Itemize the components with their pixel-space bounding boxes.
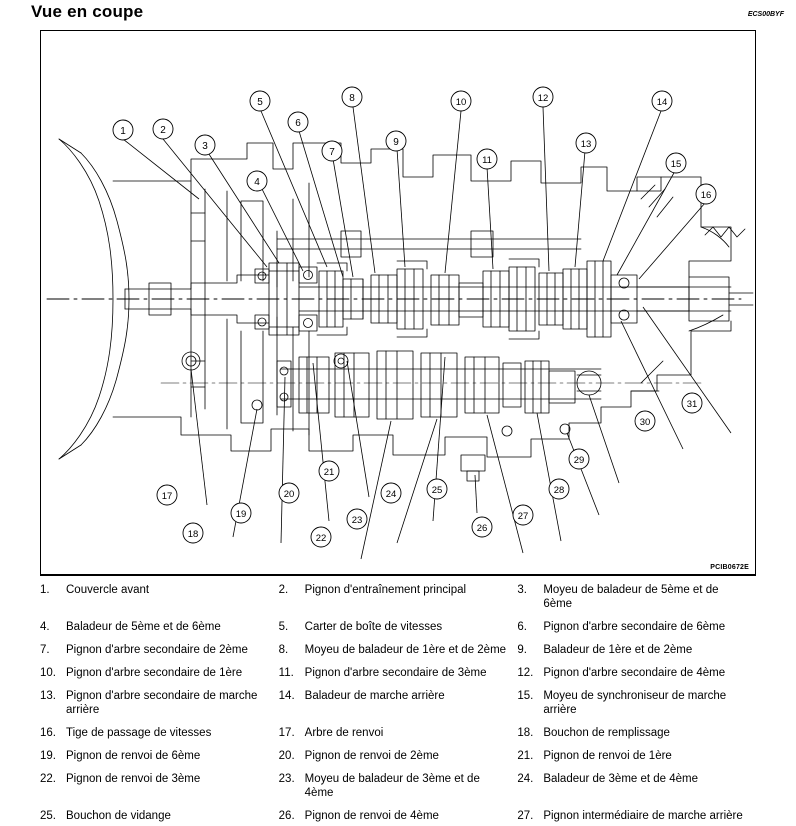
document-code: ECS00BYF [747, 11, 784, 18]
callout-6 [288, 112, 308, 132]
legend-item-21 [517, 749, 756, 763]
legend-label: Baladeur de 1ère et de 2ème [543, 644, 693, 656]
svg-text:14: 14 [656, 97, 668, 108]
callout-9 [386, 131, 406, 151]
callout-19 [231, 503, 251, 523]
svg-text:2: 2 [160, 125, 166, 136]
svg-text:10: 10 [455, 97, 467, 108]
legend-number: 8. [278, 644, 289, 656]
legend-item-12 [517, 666, 756, 680]
callout-14 [652, 91, 672, 111]
legend-label: Couvercle avant [66, 584, 150, 596]
legend-item-7 [40, 643, 279, 657]
legend-number: 22. [40, 773, 56, 785]
cutaway-diagram-figure [40, 30, 756, 575]
legend-item-24 [517, 772, 756, 800]
svg-text:20: 20 [283, 489, 295, 500]
callout-31 [682, 393, 702, 413]
callout-11 [477, 149, 497, 169]
svg-text:19: 19 [235, 509, 247, 520]
legend-number: 16. [40, 727, 56, 739]
transmission-cutaway-drawing [41, 31, 755, 574]
legend-label: Baladeur de 5ème et de 6ème [66, 621, 221, 633]
legend-label: Moyeu de synchroniseur de marche arrière [543, 690, 727, 716]
svg-text:23: 23 [351, 515, 363, 526]
svg-text:21: 21 [323, 467, 335, 478]
svg-text:17: 17 [161, 491, 173, 502]
callout-13 [576, 133, 596, 153]
legend-number: 25. [40, 810, 56, 822]
svg-text:22: 22 [315, 533, 327, 544]
svg-text:1: 1 [120, 126, 126, 137]
legend-number: 15. [517, 690, 534, 702]
legend-number: 20. [278, 750, 295, 762]
legend-item-1 [40, 583, 279, 611]
legend-label: Carter de boîte de vitesses [304, 621, 443, 633]
callout-1 [113, 120, 133, 140]
legend-row [40, 583, 756, 611]
callout-21 [319, 461, 339, 481]
svg-text:8: 8 [349, 93, 355, 104]
legend-item-5 [279, 620, 518, 634]
legend-item-4 [40, 620, 279, 634]
legend-label: Bouchon de vidange [66, 810, 171, 822]
svg-text:30: 30 [639, 417, 651, 428]
callout-16 [696, 184, 716, 204]
legend-label: Moyeu de baladeur de 3ème et de 4ème [304, 773, 480, 799]
legend-list [40, 583, 756, 826]
legend-item-9 [517, 643, 756, 657]
legend-number: 10. [40, 667, 56, 679]
legend-number: 18. [517, 727, 534, 739]
legend-item-13 [40, 689, 279, 717]
legend-number: 14. [278, 690, 295, 702]
legend-label: Bouchon de remplissage [543, 727, 670, 739]
legend-number: 17. [278, 727, 295, 739]
legend-number: 21. [517, 750, 534, 762]
legend-item-23 [279, 772, 518, 800]
legend-divider [40, 575, 756, 576]
legend-label: Baladeur de marche arrière [304, 690, 445, 702]
legend-item-19 [40, 749, 279, 763]
legend-number: 23. [278, 773, 295, 785]
legend-label: Pignon d'arbre secondaire de 3ème [304, 667, 487, 679]
legend-row [40, 620, 756, 634]
legend-label: Pignon de renvoi de 6ème [66, 750, 201, 762]
legend-item-18 [517, 726, 756, 740]
svg-text:24: 24 [385, 489, 397, 500]
legend-row [40, 749, 756, 763]
callout-12 [533, 87, 553, 107]
legend-row [40, 726, 756, 740]
callout-29 [569, 449, 589, 469]
page-header [0, 0, 796, 30]
callout-23 [347, 509, 367, 529]
svg-text:26: 26 [476, 523, 488, 534]
legend-label: Pignon d'arbre secondaire de 2ème [66, 644, 248, 656]
legend-label: Pignon de renvoi de 1ère [543, 750, 672, 762]
legend-label: Pignon d'arbre secondaire de 4ème [543, 667, 726, 679]
legend-item-27 [517, 809, 756, 823]
legend-item-10 [40, 666, 279, 680]
legend-row [40, 643, 756, 657]
legend-row [40, 689, 756, 717]
legend-item-22 [40, 772, 279, 800]
svg-text:15: 15 [670, 159, 682, 170]
svg-text:13: 13 [580, 139, 592, 150]
legend-item-26 [279, 809, 518, 823]
legend-item-8 [279, 643, 518, 657]
legend-number: 24. [517, 773, 534, 785]
callout-28 [549, 479, 569, 499]
page-title: Vue en coupe [31, 2, 144, 21]
callout-22 [311, 527, 331, 547]
legend-label: Pignon d'arbre secondaire de 1ère [66, 667, 243, 679]
legend-number: 1. [40, 584, 50, 596]
legend-number: 5. [278, 621, 289, 633]
legend-row [40, 809, 756, 823]
svg-text:3: 3 [202, 141, 208, 152]
svg-text:31: 31 [686, 399, 698, 410]
legend-item-11 [279, 666, 518, 680]
legend-item-3 [517, 583, 756, 611]
legend-number: 26. [278, 810, 295, 822]
svg-text:6: 6 [295, 118, 301, 129]
legend-number: 13. [40, 690, 56, 702]
legend-label: Pignon de renvoi de 4ème [304, 810, 439, 822]
legend-row [40, 772, 756, 800]
callout-25 [427, 479, 447, 499]
callout-8 [342, 87, 362, 107]
legend-number: 19. [40, 750, 56, 762]
legend-number: 11. [278, 667, 294, 679]
legend-label: Pignon d'arbre secondaire de marche arrière [66, 690, 258, 716]
callout-3 [195, 135, 215, 155]
svg-text:4: 4 [254, 177, 260, 188]
legend-number: 6. [517, 621, 527, 633]
svg-text:29: 29 [573, 455, 585, 466]
svg-text:7: 7 [329, 147, 335, 158]
callout-10 [451, 91, 471, 111]
legend-number: 9. [517, 644, 527, 656]
legend-label: Pignon de renvoi de 2ème [304, 750, 439, 762]
legend-label: Arbre de renvoi [304, 727, 384, 739]
svg-text:25: 25 [431, 485, 443, 496]
legend-label: Pignon d'entraînement principal [304, 584, 467, 596]
callout-15 [666, 153, 686, 173]
legend-number: 27. [517, 810, 534, 822]
legend-label: Tige de passage de vitesses [66, 727, 212, 739]
legend-item-25 [40, 809, 279, 823]
legend-row [40, 666, 756, 680]
callout-17 [157, 485, 177, 505]
legend-label: Pignon intermédiaire de marche arrière [543, 810, 743, 822]
legend-number: 3. [517, 584, 527, 596]
legend-number: 4. [40, 621, 50, 633]
callout-30 [635, 411, 655, 431]
legend-number: 12. [517, 667, 534, 679]
legend-label: Pignon de renvoi de 3ème [66, 773, 201, 785]
legend-label: Moyeu de baladeur de 5ème et de 6ème [543, 584, 719, 610]
svg-text:18: 18 [187, 529, 199, 540]
legend-number: 2. [278, 584, 289, 596]
legend-item-17 [279, 726, 518, 740]
legend-item-15 [517, 689, 756, 717]
legend-item-6 [517, 620, 756, 634]
callout-2 [153, 119, 173, 139]
callout-26 [472, 517, 492, 537]
callout-7 [322, 141, 342, 161]
svg-text:9: 9 [393, 137, 399, 148]
figure-code: PCIB0672E [710, 564, 749, 571]
callout-27 [513, 505, 533, 525]
legend-number: 7. [40, 644, 50, 656]
legend-item-16 [40, 726, 279, 740]
legend-item-20 [279, 749, 518, 763]
svg-text:16: 16 [700, 190, 712, 201]
legend-label: Moyeu de baladeur de 1ère et de 2ème [304, 644, 507, 656]
callout-20 [279, 483, 299, 503]
svg-text:11: 11 [482, 155, 492, 166]
callout-4 [247, 171, 267, 191]
svg-text:27: 27 [517, 511, 529, 522]
callout-24 [381, 483, 401, 503]
legend-item-2 [279, 583, 518, 611]
svg-text:12: 12 [537, 93, 549, 104]
svg-text:5: 5 [257, 97, 263, 108]
legend-label: Pignon d'arbre secondaire de 6ème [543, 621, 726, 633]
legend-label: Baladeur de 3ème et de 4ème [543, 773, 699, 785]
legend-item-14 [279, 689, 518, 717]
svg-text:28: 28 [553, 485, 565, 496]
callout-5 [250, 91, 270, 111]
callout-18 [183, 523, 203, 543]
